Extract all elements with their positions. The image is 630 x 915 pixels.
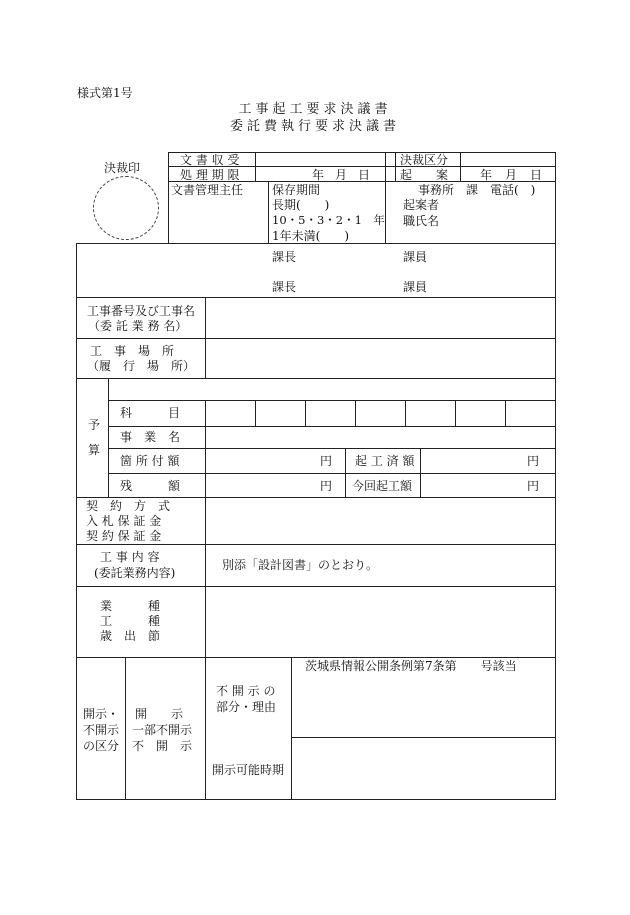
work-number-line1: 工事番号及び工事名: [87, 304, 196, 318]
work-number-line2: （委 託 業 務 名）: [88, 319, 188, 333]
under-one-year-label: 1年未満( ): [272, 229, 349, 243]
kasho-label: 箇 所 付 額: [120, 454, 180, 468]
gyoshu-label: 業 種: [100, 599, 161, 613]
contract-line3: 契 約 保 証 金: [86, 529, 162, 543]
doc-receipt-label: 文 書 収 受: [180, 153, 240, 167]
content-line2: (委託業務内容): [94, 566, 176, 580]
approval-kacho-1: 課長: [272, 250, 297, 264]
stamp-label: 決裁印: [104, 161, 141, 175]
disclosure-kubun-line2: 不開示: [83, 723, 120, 737]
deadline-day: 日: [358, 168, 371, 182]
doc-manager-label: 文書管理主任: [171, 183, 244, 197]
kiko-sumi-label: 起 工 済 額: [355, 454, 415, 468]
konkai-label: 今回起工額: [352, 479, 413, 493]
processing-deadline-label: 処 理 期 限: [180, 168, 240, 182]
kian-month: 月: [505, 168, 518, 182]
retention-period-label: 保存期間: [272, 183, 321, 197]
position-name-label: 職氏名: [403, 214, 440, 228]
yen-2: 円: [527, 454, 540, 468]
work-place-line1: 工 事 場 所: [90, 344, 175, 358]
content-value: 別添「設計図書」のとおり。: [222, 558, 379, 572]
period-years-label: 10・5・3・2・1 年: [272, 213, 385, 227]
disclosure-possible-time-label: 開示可能時期: [212, 763, 285, 777]
nondisclosure-reason-value: 茨城県情報公開条例第7条第 号該当: [305, 659, 517, 673]
work-place-line2: （履 行 場 所）: [87, 359, 196, 373]
office-label: 事務所 課 電話( ): [418, 183, 536, 197]
kian-year: 年: [480, 168, 493, 182]
disclosure-opt-fukaiji: 不 開 示: [132, 739, 193, 753]
kian-label: 起 案: [400, 168, 449, 182]
yen-1: 円: [320, 454, 333, 468]
disclosure-opt-kaiji: 開 示: [135, 707, 184, 721]
kian-day: 日: [530, 168, 543, 182]
zangaku-label: 残 額: [120, 479, 181, 493]
yosan-char1: 予: [88, 418, 101, 432]
deadline-year: 年: [312, 168, 325, 182]
contract-line1: 契 約 方 式: [86, 499, 171, 513]
deadline-month: 月: [335, 168, 348, 182]
nondisclosure-reason-line2: 部分・理由: [216, 700, 277, 714]
title-line1: 工事起工要求決議書: [238, 102, 392, 117]
drafter-label: 起案者: [403, 198, 440, 212]
disclosure-kubun-line3: の区分: [83, 739, 120, 753]
contract-line2: 入 札 保 証 金: [86, 514, 162, 528]
content-line1: 工 事 内 容: [100, 550, 160, 564]
form-number: 様式第1号: [77, 86, 133, 100]
disclosure-kubun-line1: 開示・: [83, 707, 120, 721]
yen-4: 円: [527, 479, 540, 493]
koshu-label: 工 種: [100, 614, 161, 628]
nondisclosure-reason-line1: 不 開 示 の: [216, 684, 276, 698]
approval-kacho-2: 課長: [272, 280, 297, 294]
yosan-char2: 算: [88, 443, 101, 457]
jigyo-name-label: 事 業 名: [120, 430, 181, 444]
kamoku-label: 科 目: [120, 406, 181, 420]
stamp-circle-placeholder: [93, 176, 159, 240]
approval-kain-2: 課員: [403, 280, 428, 294]
kessai-kubun-label: 決裁区分: [400, 153, 449, 167]
approval-kain-1: 課員: [403, 250, 428, 264]
title-line2: 委託費執行要求決議書: [229, 119, 400, 134]
yen-3: 円: [320, 479, 333, 493]
disclosure-opt-ichibu: 一部不開示: [132, 723, 193, 737]
saishutsu-label: 歳 出 節: [100, 629, 161, 643]
long-term-label: 長期( ): [272, 198, 330, 212]
